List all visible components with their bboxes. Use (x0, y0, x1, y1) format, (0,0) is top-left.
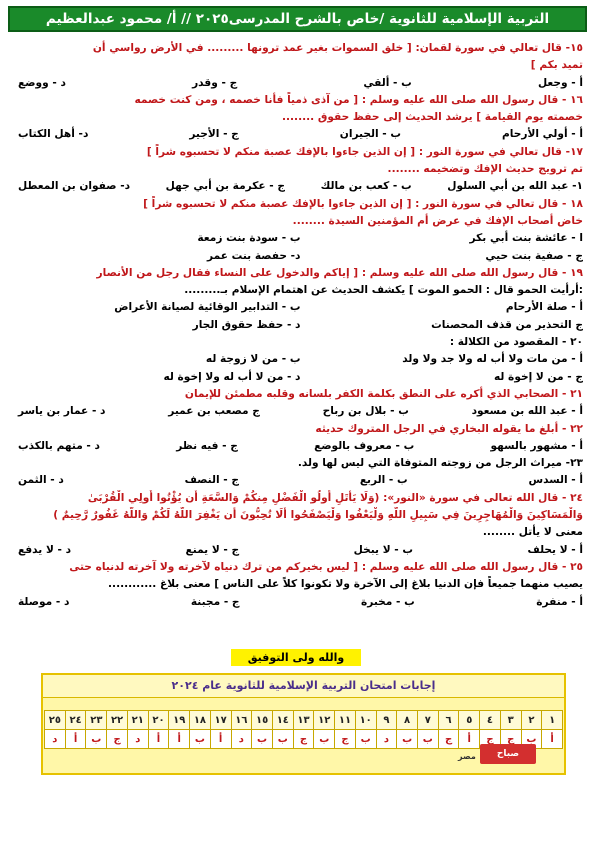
question-line: ١٥- قال تعالي في سورة لقمان: [ خلق السموات بغير عمد ترونها ......... في الأرض رواسي أن (92, 42, 583, 54)
question-number-cell: ٨ (397, 711, 418, 730)
question-number-cell: ٢٣ (86, 711, 107, 730)
option-item: ج - مجبنة (190, 595, 240, 608)
answer-letter-cell: ج (335, 730, 356, 749)
options-line (12, 594, 583, 611)
answer-letter-cell: ج (480, 730, 501, 749)
answer-letter-cell: ج (293, 730, 314, 749)
option-item: د - لا يدفع (18, 543, 72, 556)
answer-letter-cell: أ (210, 730, 231, 749)
option-item: د - من لا أب له ولا إخوة له (163, 370, 301, 383)
question-line: ٢٤ - قال الله تعالى في سورة «النور»: (وَلَا يَأْتَلِ أُولُو الْفَضْلِ مِنكُمْ وَالسَّعَةِ أَن يُؤْتُوا أُولِي الْقُرْبَىٰ (87, 491, 583, 504)
option-item: ب - لا يبخل (353, 543, 413, 556)
options-line (12, 542, 583, 559)
question-line: خصمته يوم القيامة ] يرشد الحديث إلى حفظ حقوق ........ (281, 111, 583, 124)
answer-letter-cell: أ (65, 730, 86, 749)
option-item: ب - ألقي (363, 76, 412, 89)
answer-letter-cell: د (127, 730, 148, 749)
option-item: أ - أولي الأرحام (502, 128, 583, 141)
options-line (12, 248, 583, 265)
option-item: ب - من لا زوجة له (205, 353, 301, 366)
answer-letter-cell: ج (438, 730, 459, 749)
question-number-cell: ٢٠ (148, 711, 169, 730)
options-line (12, 75, 583, 92)
answer-letter-cell: د (231, 730, 252, 749)
answer-letter-cell: ب (252, 730, 273, 749)
watermark-text: صباح (496, 749, 520, 759)
options-line (12, 178, 583, 195)
question-number-cell: ٢٢ (107, 711, 128, 730)
answer-letter-cell: ج (500, 730, 521, 749)
watermark-subtext: مصر (458, 752, 476, 761)
question-list (12, 40, 583, 611)
option-item: ج - صفية بنت حيي (485, 249, 583, 262)
watermark-logo (458, 744, 536, 764)
question-line: ٢٣- ميراث الرجل من زوجته المتوفاة التي ليس لها ولد. (297, 457, 583, 470)
question-number-cell: ٩ (376, 711, 397, 730)
option-item: ج التحذير من قذف المحصنات (431, 318, 583, 331)
question-number-cell: ٦ (438, 711, 459, 730)
option-item: د - متهم بالكذب (18, 439, 100, 452)
options-line (12, 230, 583, 247)
option-item: ب - سودة بنت زمعة (197, 232, 301, 245)
answer-letter-cell: أ (459, 730, 480, 749)
question-number-cell: ٢ (521, 711, 542, 730)
option-item: د- أهل الكتاب (18, 128, 89, 141)
question-number-cell: ٢١ (127, 711, 148, 730)
option-item: د- صفوان بن المعطل (18, 180, 131, 193)
question-number-cell: ١ (542, 711, 563, 730)
answer-letter-cell: أ (169, 730, 190, 749)
option-item: ١- عبد الله بن أبي السلول (447, 180, 583, 193)
question-line: ٢١ - الصحابي الذي أكره على النطق بكلمة الكفر بلسانه وقلبه مطمئن للإيمان (184, 387, 583, 400)
option-item: ج - النصف (184, 474, 239, 487)
answer-letter-cell: ب (314, 730, 335, 749)
options-line (12, 438, 583, 455)
question-line: تميد بكم ] (530, 59, 583, 72)
option-item: أ - منفرة (536, 595, 583, 608)
closing-text: والله ولى التوفيق (231, 649, 361, 666)
option-item: ج - عكرمة بن أبي جهل (165, 180, 286, 193)
option-item: ج - الأجير (189, 128, 239, 141)
option-item: ب - مخبرة (361, 595, 415, 608)
question-line: خاض أصحاب الإفك في عرض أم المؤمنين السيدة ........ (292, 214, 583, 227)
option-item: ج - من لا إخوة له (493, 370, 583, 383)
page-title: التربية الإسلامية للثانوية /خاص بالشرح المدرسى٢٠٢٥ // أ/ محمود عبدالعظيم (45, 11, 550, 27)
option-item: ب - معروف بالوضع (314, 439, 415, 452)
option-item: ب - الربع (359, 474, 408, 487)
question-number-cell: ٢٥ (45, 711, 66, 730)
option-item: د - عمار بن ياسر (18, 405, 106, 418)
answer-letter-cell: أ (148, 730, 169, 749)
question-line: ١٨ - قال تعالي في سورة النور : [ إن الذين جاءوا بالإفك عصبة منكم لا تحسبوه شراً ] (143, 197, 583, 210)
option-item: ج - فيه نظر (176, 439, 238, 452)
options-line (12, 317, 583, 334)
question-number-cell: ١٢ (314, 711, 335, 730)
question-line: ٢٥ - قال رسول الله صلى الله عليه وسلم : [ ليس بخيركم من ترك دنياه لآخرته ولا آخرته لدنياه حتى (69, 560, 583, 573)
options-line (12, 472, 583, 489)
option-item: ج مصعب بن عمير (168, 405, 260, 418)
option-item: د - حفظ حقوق الجار (192, 318, 301, 331)
question-line: معنى لا يأتل ........ (482, 526, 583, 539)
answer-letter-cell: ب (397, 730, 418, 749)
option-item: أ - صلة الأرحام (505, 301, 583, 314)
option-item: أ - عبد الله بن مسعود (471, 405, 583, 418)
answer-letter-cell: ب (355, 730, 376, 749)
header-banner (8, 6, 587, 32)
option-item: ب - التدابير الوقائية لصيانة الأعراض (114, 301, 301, 314)
question-number-cell: ٢٤ (65, 711, 86, 730)
answer-letter-cell: ب (272, 730, 293, 749)
question-line: ١٦ - قال رسول الله صلى الله عليه وسلم : [ من آذى ذمياً فأنا خصمه ، ومن كنت خصمه (134, 93, 583, 106)
answer-letter-cell: ب (521, 730, 542, 749)
option-item: ا - عائشة بنت أبي بكر (469, 232, 583, 245)
question-line: تم ترويج حديث الإفك وتضخيمه ........ (387, 163, 583, 176)
answer-letter-cell: د (45, 730, 66, 749)
question-number-row (45, 711, 563, 730)
answer-letter-cell: د (376, 730, 397, 749)
question-number-cell: ١٩ (169, 711, 190, 730)
question-line: يصيب منهما جميعاً فإن الدنيا بلاغ إلى الآخرة ولا تكونوا كلاً على الناس ] معنى بلاغ ............ (108, 578, 583, 591)
question-number-cell: ١١ (335, 711, 356, 730)
question-number-cell: ٤ (480, 711, 501, 730)
question-number-cell: ١٦ (231, 711, 252, 730)
options-line (12, 126, 583, 143)
answer-key-title: إجابات امتحان التربية الإسلامية للثانوية عام ٢٠٢٤ (43, 675, 564, 698)
question-number-cell: ١٠ (355, 711, 376, 730)
question-number-cell: ١٨ (190, 711, 211, 730)
question-number-cell: ٧ (417, 711, 438, 730)
option-item: أ - السدس (528, 474, 583, 487)
question-line: ١٧- قال تعالي في سورة النور : [ إن الذين جاءوا بالإفك عصبة منكم لا تحسبوه شراً ] (146, 145, 583, 158)
option-item: أ - وجعل (537, 76, 583, 89)
option-item: ج - وقدر (192, 76, 238, 89)
answer-letter-cell: ب (190, 730, 211, 749)
option-item: أ - مشهور بالسهو (490, 439, 583, 452)
options-line (12, 403, 583, 420)
question-line: ١٩ - قال رسول الله صلى الله عليه وسلم : [ إياكم والدخول على النساء فقال رجل من الأنصار (96, 266, 583, 279)
option-item: ج - لا يمنع (185, 543, 240, 556)
option-item: د - موصلة (18, 595, 70, 608)
option-item: أ - من مات ولا أب له ولا جد ولا ولد (402, 353, 583, 366)
options-line (12, 299, 583, 316)
question-number-cell: ١٤ (272, 711, 293, 730)
option-item: ب - بلال بن رباح (322, 405, 409, 418)
option-item: د - ووضع (18, 76, 66, 89)
options-line (12, 369, 583, 386)
option-item: د- حفصة بنت عمر (207, 249, 301, 262)
option-item: ب - كعب بن مالك (320, 180, 412, 193)
question-line: :أرأيت الحمو قال : الحمو الموت ] يكشف الحديث عن اهتمام الإسلام بـ......... (184, 284, 583, 297)
question-number-cell: ١٧ (210, 711, 231, 730)
answer-letter-cell: ج (107, 730, 128, 749)
answer-letter-cell: ب (417, 730, 438, 749)
question-number-cell: ١٥ (252, 711, 273, 730)
question-line: ٢٢ - أبلغ ما يقوله البخاري في الرجل المتروك حديثه (315, 422, 583, 435)
options-line (12, 351, 583, 368)
answer-letter-cell: أ (542, 730, 563, 749)
question-number-cell: ١٣ (293, 711, 314, 730)
question-number-cell: ٣ (500, 711, 521, 730)
option-item: أ - لا يحلف (527, 543, 583, 556)
question-number-cell: ٥ (459, 711, 480, 730)
option-item: ب - الجيران (339, 128, 402, 141)
question-line: ٢٠ - المقصود من الكلالة : (449, 336, 583, 349)
answer-letter-cell: ب (86, 730, 107, 749)
option-item: د - الثمن (18, 474, 64, 487)
question-line: وَالْمَسَاكِينَ وَالْمُهَاجِرِينَ فِي سَبِيلِ اللَّهِ وَلْيَعْفُوا وَلْيَصْفَحُوا أَلَا تُحِبُّونَ أَن يَغْفِرَ اللَّهُ لَكُمْ وَاللَّهُ غَفُورٌ رَّحِيمٌ ) (53, 509, 583, 522)
